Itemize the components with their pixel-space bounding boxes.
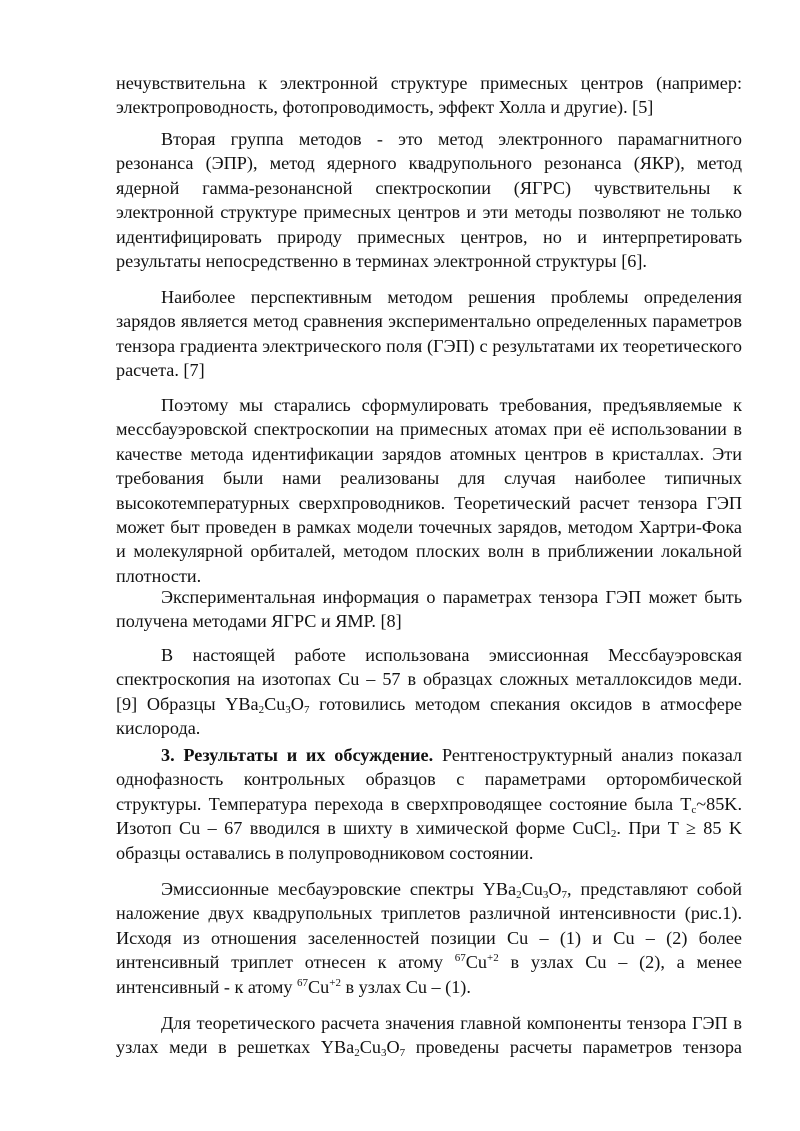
paragraph-8-text-a: Эмиссионные месбауэровские спектры YBa [161, 879, 517, 899]
paragraph-2 [116, 127, 742, 273]
paragraph-8-text-c: в узлах Cu – (2), а менее интенсивный - к атому [116, 952, 742, 997]
paragraph-9-text-a: Для теоретического расчета значения главной компоненты тензора ГЭП в узлах меди в решетках YBa [116, 1013, 742, 1058]
paragraph-7 [116, 743, 742, 865]
formula-sub-2: 2 [516, 889, 522, 901]
paragraph-4 [116, 393, 742, 588]
formula-sub-7: 7 [399, 1047, 406, 1060]
charge-superscript: +2 [487, 952, 499, 965]
paragraph-3-text: Наиболее перспективным методом решения проблемы определения зарядов является метод сравнения экспериментально определенных параметров тензора градиента электрического поля (ГЭП) с результатами их теоретического расчета. [7] [116, 287, 742, 381]
paragraph-9-text-b: проведены расчеты параметров тензора [405, 1037, 742, 1058]
paragraph-5 [116, 585, 742, 634]
section-heading-results: 3. Результаты и их обсуждение. [161, 745, 434, 765]
formula-o: O [548, 879, 562, 899]
paragraph-1 [116, 71, 742, 120]
paragraph-1-text: нечувствительна к электронной структуре примесных центров (например: электропроводность, фотопроводимость, эффект Холла и другие). [5] [116, 73, 742, 118]
charge-superscript: +2 [329, 976, 341, 989]
paragraph-6-text-a: В настоящей работе использована эмиссионная Мессбауэровская спектроскопия на изотопах Cu – 57 в образцах сложных металлоксидов меди. [9] Образцы YBa [116, 645, 742, 714]
isotope-mass-superscript: 67 [454, 952, 466, 965]
paragraph-4-text: Поэтому мы старались сформулировать требования, предъявляемые к мессбауэровской спектроскопии на примесных атомах при её использовании в качестве метода идентификации зарядов атомных центров в кристаллах. Эти требования были нами реализованы для случая наиболее типичных высокотемпературных сверхпроводников. Теоретический расчет тензора ГЭП может быт проведен в рамках модели точечных зарядов, методом Хартри-Фока и молекулярной орбиталей, методом плоских волн в приближении локальной плотности. [116, 395, 742, 586]
formula-cu: Cu [521, 879, 543, 899]
formula-sub-3: 3 [285, 703, 291, 716]
paragraph-7-text-c: . При T ≥ 85 K образцы оставались в полупроводниковом состоянии. [116, 818, 743, 863]
formula-cu: Cu [264, 693, 286, 714]
formula-sub-3: 3 [542, 889, 549, 901]
paragraph-3 [116, 285, 742, 383]
formula-sub-2: 2 [354, 1047, 360, 1060]
formula-sub-7: 7 [303, 703, 310, 716]
formula-cu: Cu [359, 1037, 381, 1058]
tc-subscript: c [691, 803, 697, 816]
isotope-cu: Cu [308, 976, 330, 997]
paragraph-6 [116, 643, 742, 741]
formula-sub-7: 7 [561, 889, 567, 901]
paragraph-8 [116, 877, 742, 999]
formula-o: O [386, 1037, 400, 1058]
cucl2-subscript: 2 [610, 828, 617, 841]
paragraph-2-text: Вторая группа методов - это метод электронного парамагнитного резонанса (ЭПР), метод ядерного квадрупольного резонанса (ЯКР), метод ядерной гамма-резонансной спектроскопии (ЯГРС) чувствительны к электронной структуре примесных центров и эти методы позволяют не только идентифицировать природу примесных центров, но и интерпретировать результаты непосредственно в терминах электронной структуры [6]. [116, 129, 742, 272]
paragraph-7-text-a: Рентгеноструктурный анализ показал однофазность контрольных образцов с параметрами орторомбической структуры. Температура перехода в сверхпроводящее состояние была T [116, 745, 743, 814]
formula-sub-3: 3 [380, 1047, 387, 1060]
isotope-mass-superscript: 67 [297, 976, 309, 989]
paragraph-8-text-b: , представляют собой наложение двух квадрупольных триплетов различной интенсивности (рис.1). Исходя из отношения заселенностей позиции Cu – (1) и Cu – (2) более интенсивный триплет отнесен к атому [116, 879, 742, 973]
isotope-cu: Cu [465, 952, 487, 973]
paragraph-8-text-d: в узлах Cu – (1). [341, 976, 471, 997]
paragraph-9 [116, 1011, 742, 1060]
paragraph-7-text-b: ~85K. Изотоп Cu – 67 вводился в шихту в химической форме CuCl [116, 793, 742, 839]
formula-sub-2: 2 [258, 703, 265, 716]
paragraph-5-text: Экспериментальная информация о параметрах тензора ГЭП может быть получена методами ЯГРС и ЯМР. [8] [116, 587, 742, 632]
formula-o: O [290, 693, 304, 714]
paragraph-6-text-b: готовились методом спекания оксидов в атмосфере кислорода. [116, 693, 742, 739]
